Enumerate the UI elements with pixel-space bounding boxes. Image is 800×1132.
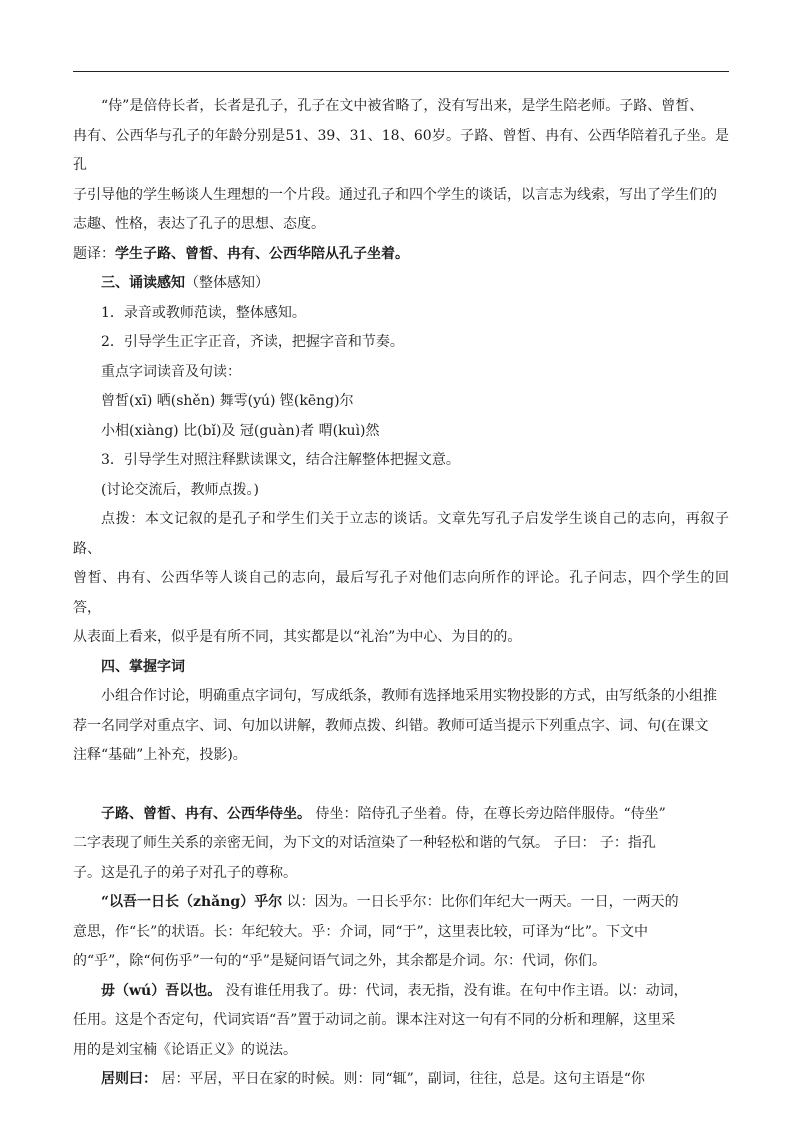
intro-line: “侍”是倍侍长者，长者是孔子，孔子在文中被省略了，没有写出来，是学生陪老师。子路、曾皙、: [101, 98, 704, 114]
note-line: 的“乎”，除“何伤乎”一句的“乎”是疑问语气词之外，其余都是介词。尔：代词，你们。: [73, 953, 606, 969]
title-translation-label: 题译：: [73, 245, 115, 262]
note-line: 任用。这是个否定句，代词宾语“吾”置于动词之前。课本注对这一句有不同的分析和理解，这里采: [73, 1012, 676, 1028]
intro-line: 志趣、性格，表达了孔子的思想、态度。: [73, 216, 325, 232]
note-line: “以吾一日长（zhǎng）乎尔 以：因为。一日长乎尔：比你们年纪大一两天。一日，一两天的: [101, 894, 679, 910]
tip-line: 曾皙、冉有、公西华等人谈自己的志向，最后写孔子对他们志向所作的评论。孔子问志，四个学生的回答，: [73, 570, 729, 616]
intro-line: 冉有、公西华与孔子的年龄分别是51、39、31、18、60岁。子路、曾皙、冉有、公西华陪着孔子坐。是孔: [73, 127, 729, 173]
note-line: 子路、曾皙、冉有、公西华侍坐。 侍坐：陪侍孔子坐着。侍，在尊长旁边陪伴服侍。“侍坐”: [101, 805, 666, 822]
pinyin-line: 曾皙(xī) 哂(shěn) 舞雩(yú) 铿(kēng)尔: [101, 393, 354, 409]
intro-line: 子引导他的学生畅谈人生理想的一个片段。通过孔子和四个学生的谈话，以言志为线索，写出了学生们的: [73, 186, 717, 203]
document-body: [73, 92, 729, 1095]
title-translation: [73, 240, 729, 270]
tip-line: 点拨：本文记叙的是孔子和学生们关于立志的谈话。文章先写孔子启发学生谈自己的志向，再叙子路、: [73, 511, 729, 557]
list-item: 3．引导学生对照注释默读课文，结合注解整体把握文意。: [101, 452, 460, 468]
section-4-line: 小组合作讨论，明确重点字词句，写成纸条，教师有选择地采用实物投影的方式，由写纸条的小组推: [101, 688, 717, 704]
section-3-heading: 三、诵读感知（整体感知）: [101, 275, 269, 291]
list-item: 2．引导学生正字正音，齐读，把握字音和节奏。: [101, 334, 404, 350]
note-line: 二字表现了师生关系的亲密无间，为下文的对话渲染了一种轻松和谐的气氛。 子曰： 子：指孔: [73, 835, 656, 851]
pinyin-line: 小相(xiàng) 比(bǐ)及 冠(guàn)者 喟(kuì)然: [101, 422, 380, 439]
header-rule: [73, 71, 729, 72]
note-line: 居则曰： 居：平居，平日在家的时候。则：同“辄”，副词，往往，总是。这句主语是“你: [101, 1071, 645, 1087]
title-translation-text: 学生子路、曾皙、冉有、公西华陪从孔子坐着。: [115, 245, 409, 262]
key-words-label: 重点字词读音及句读：: [101, 363, 241, 380]
section-4-heading: 四、掌握字词: [101, 658, 185, 675]
discussion-note: (讨论交流后，教师点拨。): [101, 481, 259, 498]
spacer: [73, 771, 729, 800]
tip-line: 从表面上看来，似乎是有所不同，其实都是以“礼治”为中心、为目的的。: [73, 629, 522, 645]
note-line: 意思，作“长”的状语。长：年纪较大。乎：介词，同“于”，这里表比较，可译为“比”。下文中: [73, 923, 648, 940]
note-line: 子。这是孔子的弟子对孔子的尊称。: [73, 864, 297, 881]
list-item: 1．录音或教师范读，整体感知。: [101, 304, 306, 321]
note-line: 用的是刘宝楠《论语正义》的说法。: [73, 1041, 297, 1058]
section-4-line: 注释“基础”上补充，投影)。: [73, 747, 247, 763]
section-4-line: 荐一名同学对重点字、词、句加以讲解，教师点拨、纠错。教师可适当提示下列重点字、词、句(在课文: [73, 717, 709, 734]
note-line: 毋（wú）吾以也。 没有谁任用我了。毋：代词，表无指，没有谁。在句中作主语。以：动词，: [101, 982, 688, 999]
